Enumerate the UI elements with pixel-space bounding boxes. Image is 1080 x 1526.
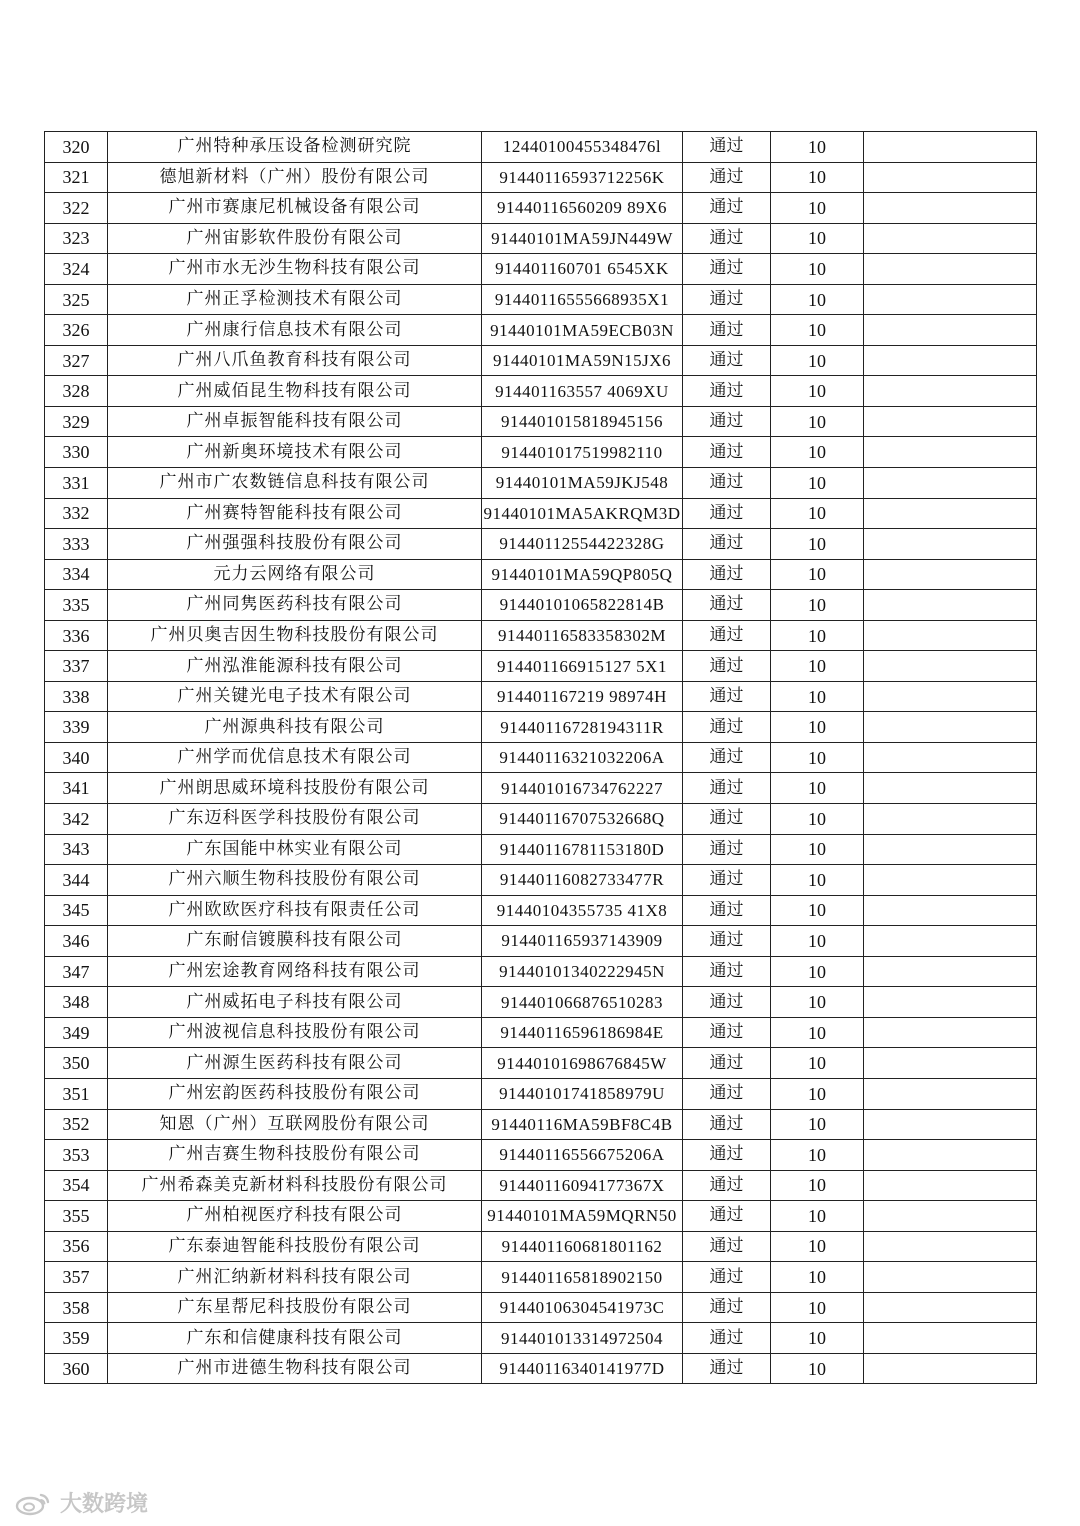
row-number-cell: 357	[45, 1262, 108, 1293]
row-number-cell: 342	[45, 804, 108, 835]
table-row	[45, 406, 1037, 437]
company-name-cell: 广东泰迪智能科技股份有限公司	[108, 1231, 482, 1262]
company-name-cell: 广州强强科技股份有限公司	[108, 529, 482, 560]
table-row	[45, 1323, 1037, 1354]
table-row	[45, 132, 1037, 163]
row-number-cell: 335	[45, 590, 108, 621]
remarks-cell	[864, 345, 1037, 376]
review-result-cell: 通过	[683, 1140, 771, 1171]
remarks-cell	[864, 498, 1037, 529]
company-name-cell: 广东迈科医学科技股份有限公司	[108, 804, 482, 835]
remarks-cell	[864, 132, 1037, 163]
remarks-cell	[864, 1201, 1037, 1232]
remarks-cell	[864, 620, 1037, 651]
company-name-cell: 广州宙影软件股份有限公司	[108, 223, 482, 254]
credit-code-cell: 91440101MA5AKRQM3D	[482, 498, 683, 529]
credit-code-cell: 914401017519982110	[482, 437, 683, 468]
remarks-cell	[864, 559, 1037, 590]
row-number-cell: 328	[45, 376, 108, 407]
credit-code-cell: 91440116094177367X	[482, 1170, 683, 1201]
row-number-cell: 352	[45, 1109, 108, 1140]
credit-code-cell: 91440116MA59BF8C4B	[482, 1109, 683, 1140]
review-result-cell: 通过	[683, 132, 771, 163]
review-result-cell: 通过	[683, 223, 771, 254]
company-name-cell: 广州宏途教育网络科技有限公司	[108, 956, 482, 987]
company-name-cell: 广东星帮尼科技股份有限公司	[108, 1292, 482, 1323]
score-cell: 10	[771, 254, 864, 285]
score-cell: 10	[771, 437, 864, 468]
score-cell: 10	[771, 742, 864, 773]
review-result-cell: 通过	[683, 1048, 771, 1079]
review-result-cell: 通过	[683, 1292, 771, 1323]
review-result-cell: 通过	[683, 284, 771, 315]
review-result-cell: 通过	[683, 1170, 771, 1201]
remarks-cell	[864, 223, 1037, 254]
row-number-cell: 349	[45, 1017, 108, 1048]
credit-code-cell: 91440116560209 89X6	[482, 193, 683, 224]
remarks-cell	[864, 193, 1037, 224]
score-cell: 10	[771, 1323, 864, 1354]
row-number-cell: 356	[45, 1231, 108, 1262]
company-name-cell: 德旭新材料（广州）股份有限公司	[108, 162, 482, 193]
score-cell: 10	[771, 284, 864, 315]
table-row	[45, 865, 1037, 896]
company-name-cell: 广州新奥环境技术有限公司	[108, 437, 482, 468]
review-result-cell: 通过	[683, 193, 771, 224]
credit-code-cell: 91440101065822814B	[482, 590, 683, 621]
credit-code-cell: 91440101MA59JN449W	[482, 223, 683, 254]
remarks-cell	[864, 437, 1037, 468]
table-row	[45, 742, 1037, 773]
table-row	[45, 1353, 1037, 1384]
score-cell: 10	[771, 468, 864, 499]
score-cell: 10	[771, 1017, 864, 1048]
credit-code-cell: 914401166915127 5X1	[482, 651, 683, 682]
company-name-cell: 广州市水无沙生物科技有限公司	[108, 254, 482, 285]
credit-code-cell: 91440101MA59MQRN50	[482, 1201, 683, 1232]
company-name-cell: 广州泓淮能源科技有限公司	[108, 651, 482, 682]
watermark-text: 大数跨境	[60, 1492, 149, 1517]
credit-code-cell: 91440116340141977D	[482, 1353, 683, 1384]
credit-code-cell: 914401165818902150	[482, 1262, 683, 1293]
score-cell: 10	[771, 926, 864, 957]
credit-code-cell: 914401163557 4069XU	[482, 376, 683, 407]
remarks-cell	[864, 773, 1037, 804]
company-name-cell: 广州朗思威环境科技股份有限公司	[108, 773, 482, 804]
row-number-cell: 355	[45, 1201, 108, 1232]
score-cell: 10	[771, 1353, 864, 1384]
remarks-cell	[864, 1353, 1037, 1384]
score-cell: 10	[771, 1078, 864, 1109]
credit-code-cell: 91440101340222945N	[482, 956, 683, 987]
remarks-cell	[864, 1292, 1037, 1323]
remarks-cell	[864, 315, 1037, 346]
table-row	[45, 987, 1037, 1018]
company-name-cell: 广州正孚检测技术有限公司	[108, 284, 482, 315]
remarks-cell	[864, 1017, 1037, 1048]
table-row	[45, 315, 1037, 346]
row-number-cell: 327	[45, 345, 108, 376]
table-row	[45, 1078, 1037, 1109]
row-number-cell: 326	[45, 315, 108, 346]
company-name-cell: 广州源典科技有限公司	[108, 712, 482, 743]
review-result-cell: 通过	[683, 162, 771, 193]
table-row	[45, 1231, 1037, 1262]
remarks-cell	[864, 1140, 1037, 1171]
score-cell: 10	[771, 773, 864, 804]
review-result-cell: 通过	[683, 559, 771, 590]
review-result-cell: 通过	[683, 315, 771, 346]
table-row	[45, 590, 1037, 621]
review-result-cell: 通过	[683, 712, 771, 743]
credit-code-cell: 91440116583358302M	[482, 620, 683, 651]
score-cell: 10	[771, 681, 864, 712]
review-result-cell: 通过	[683, 498, 771, 529]
row-number-cell: 348	[45, 987, 108, 1018]
remarks-cell	[864, 1262, 1037, 1293]
credit-code-cell: 91440116321032206A	[482, 742, 683, 773]
review-result-cell: 通过	[683, 620, 771, 651]
row-number-cell: 331	[45, 468, 108, 499]
company-name-cell: 广州同隽医药科技有限公司	[108, 590, 482, 621]
table-row	[45, 681, 1037, 712]
company-name-cell: 元力云网络有限公司	[108, 559, 482, 590]
row-number-cell: 350	[45, 1048, 108, 1079]
credit-code-cell: 914401066876510283	[482, 987, 683, 1018]
credit-code-cell: 914401013314972504	[482, 1323, 683, 1354]
score-cell: 10	[771, 315, 864, 346]
review-result-cell: 通过	[683, 468, 771, 499]
remarks-cell	[864, 681, 1037, 712]
credit-code-cell: 91440101741858979U	[482, 1078, 683, 1109]
row-number-cell: 325	[45, 284, 108, 315]
row-number-cell: 360	[45, 1353, 108, 1384]
review-result-cell: 通过	[683, 987, 771, 1018]
credit-code-cell: 91440106304541973C	[482, 1292, 683, 1323]
review-result-cell: 通过	[683, 956, 771, 987]
credit-code-cell: 91440112554422328G	[482, 529, 683, 560]
review-result-cell: 通过	[683, 1078, 771, 1109]
score-cell: 10	[771, 559, 864, 590]
score-cell: 10	[771, 1201, 864, 1232]
remarks-cell	[864, 529, 1037, 560]
table-row	[45, 193, 1037, 224]
company-name-cell: 广州市赛康尼机械设备有限公司	[108, 193, 482, 224]
table-row	[45, 1262, 1037, 1293]
score-cell: 10	[771, 1140, 864, 1171]
credit-code-cell: 91440116593712256K	[482, 162, 683, 193]
remarks-cell	[864, 742, 1037, 773]
table-row	[45, 529, 1037, 560]
review-result-cell: 通过	[683, 742, 771, 773]
table-row	[45, 345, 1037, 376]
review-result-cell: 通过	[683, 376, 771, 407]
score-cell: 10	[771, 498, 864, 529]
company-name-cell: 广州宏韵医药科技股份有限公司	[108, 1078, 482, 1109]
company-name-cell: 广州希森美克新材料科技股份有限公司	[108, 1170, 482, 1201]
row-number-cell: 353	[45, 1140, 108, 1171]
row-number-cell: 321	[45, 162, 108, 193]
score-cell: 10	[771, 406, 864, 437]
remarks-cell	[864, 712, 1037, 743]
credit-code-cell: 914401015818945156	[482, 406, 683, 437]
table-row	[45, 804, 1037, 835]
row-number-cell: 322	[45, 193, 108, 224]
company-name-cell: 广州市广农数链信息科技有限公司	[108, 468, 482, 499]
table-row	[45, 376, 1037, 407]
row-number-cell: 345	[45, 895, 108, 926]
row-number-cell: 332	[45, 498, 108, 529]
table-row	[45, 712, 1037, 743]
score-cell: 10	[771, 376, 864, 407]
remarks-cell	[864, 284, 1037, 315]
company-name-cell: 广州波视信息科技股份有限公司	[108, 1017, 482, 1048]
table-row	[45, 834, 1037, 865]
score-cell: 10	[771, 620, 864, 651]
remarks-cell	[864, 651, 1037, 682]
table-row	[45, 956, 1037, 987]
remarks-cell	[864, 406, 1037, 437]
remarks-cell	[864, 1078, 1037, 1109]
remarks-cell	[864, 1170, 1037, 1201]
review-result-cell: 通过	[683, 406, 771, 437]
watermark	[14, 1487, 148, 1518]
company-name-cell: 广州六顺生物科技股份有限公司	[108, 865, 482, 896]
credit-code-cell: 91440101MA59N15JX6	[482, 345, 683, 376]
row-number-cell: 347	[45, 956, 108, 987]
score-cell: 10	[771, 1109, 864, 1140]
row-number-cell: 330	[45, 437, 108, 468]
row-number-cell: 336	[45, 620, 108, 651]
row-number-cell: 359	[45, 1323, 108, 1354]
results-table	[44, 131, 1037, 1384]
score-cell: 10	[771, 712, 864, 743]
row-number-cell: 341	[45, 773, 108, 804]
remarks-cell	[864, 834, 1037, 865]
company-name-cell: 广州吉赛生物科技股份有限公司	[108, 1140, 482, 1171]
company-name-cell: 广东国能中林实业有限公司	[108, 834, 482, 865]
table-row	[45, 498, 1037, 529]
credit-code-cell: 91440101MA59QP805Q	[482, 559, 683, 590]
row-number-cell: 339	[45, 712, 108, 743]
credit-code-cell: 91440101MA59ECB03N	[482, 315, 683, 346]
row-number-cell: 320	[45, 132, 108, 163]
score-cell: 10	[771, 590, 864, 621]
score-cell: 10	[771, 529, 864, 560]
review-result-cell: 通过	[683, 1231, 771, 1262]
remarks-cell	[864, 468, 1037, 499]
credit-code-cell: 91440116781153180D	[482, 834, 683, 865]
score-cell: 10	[771, 1262, 864, 1293]
credit-code-cell: 91440116596186984E	[482, 1017, 683, 1048]
credit-code-cell: 914401016734762227	[482, 773, 683, 804]
company-name-cell: 广州市进德生物科技有限公司	[108, 1353, 482, 1384]
remarks-cell	[864, 1109, 1037, 1140]
credit-code-cell: 91440116082733477R	[482, 865, 683, 896]
remarks-cell	[864, 895, 1037, 926]
row-number-cell: 340	[45, 742, 108, 773]
results-table-body	[45, 132, 1037, 1384]
table-row	[45, 1048, 1037, 1079]
row-number-cell: 338	[45, 681, 108, 712]
score-cell: 10	[771, 1048, 864, 1079]
table-row	[45, 651, 1037, 682]
score-cell: 10	[771, 132, 864, 163]
table-row	[45, 223, 1037, 254]
score-cell: 10	[771, 865, 864, 896]
table-row	[45, 773, 1037, 804]
table-row	[45, 1201, 1037, 1232]
score-cell: 10	[771, 895, 864, 926]
table-row	[45, 559, 1037, 590]
row-number-cell: 333	[45, 529, 108, 560]
company-name-cell: 广州柏视医疗科技有限公司	[108, 1201, 482, 1232]
remarks-cell	[864, 956, 1037, 987]
remarks-cell	[864, 1048, 1037, 1079]
score-cell: 10	[771, 651, 864, 682]
weibo-like-logo-icon	[14, 1490, 54, 1516]
score-cell: 10	[771, 956, 864, 987]
company-name-cell: 广东和信健康科技有限公司	[108, 1323, 482, 1354]
review-result-cell: 通过	[683, 254, 771, 285]
credit-code-cell: 91440116707532668Q	[482, 804, 683, 835]
remarks-cell	[864, 1231, 1037, 1262]
company-name-cell: 广州贝奥吉因生物科技股份有限公司	[108, 620, 482, 651]
review-result-cell: 通过	[683, 1262, 771, 1293]
row-number-cell: 354	[45, 1170, 108, 1201]
row-number-cell: 324	[45, 254, 108, 285]
score-cell: 10	[771, 193, 864, 224]
review-result-cell: 通过	[683, 773, 771, 804]
company-name-cell: 广东耐信镀膜科技有限公司	[108, 926, 482, 957]
review-result-cell: 通过	[683, 437, 771, 468]
table-row	[45, 1017, 1037, 1048]
score-cell: 10	[771, 223, 864, 254]
review-result-cell: 通过	[683, 1323, 771, 1354]
company-name-cell: 广州威佰昆生物科技有限公司	[108, 376, 482, 407]
credit-code-cell: 914401167219 98974H	[482, 681, 683, 712]
remarks-cell	[864, 162, 1037, 193]
company-name-cell: 广州威拓电子科技有限公司	[108, 987, 482, 1018]
credit-code-cell: 91440116556675206A	[482, 1140, 683, 1171]
remarks-cell	[864, 865, 1037, 896]
results-table-container	[44, 131, 1036, 1384]
review-result-cell: 通过	[683, 1353, 771, 1384]
review-result-cell: 通过	[683, 651, 771, 682]
row-number-cell: 344	[45, 865, 108, 896]
score-cell: 10	[771, 345, 864, 376]
table-row	[45, 254, 1037, 285]
review-result-cell: 通过	[683, 681, 771, 712]
score-cell: 10	[771, 987, 864, 1018]
credit-code-cell: 12440100455348476l	[482, 132, 683, 163]
score-cell: 10	[771, 1292, 864, 1323]
row-number-cell: 358	[45, 1292, 108, 1323]
credit-code-cell: 914401160681801162	[482, 1231, 683, 1262]
remarks-cell	[864, 926, 1037, 957]
company-name-cell: 广州赛特智能科技有限公司	[108, 498, 482, 529]
remarks-cell	[864, 987, 1037, 1018]
company-name-cell: 知恩（广州）互联网股份有限公司	[108, 1109, 482, 1140]
row-number-cell: 337	[45, 651, 108, 682]
company-name-cell: 广州汇纳新材料科技有限公司	[108, 1262, 482, 1293]
row-number-cell: 343	[45, 834, 108, 865]
row-number-cell: 329	[45, 406, 108, 437]
table-row	[45, 284, 1037, 315]
remarks-cell	[864, 590, 1037, 621]
company-name-cell: 广州欧欧医疗科技有限责任公司	[108, 895, 482, 926]
review-result-cell: 通过	[683, 1201, 771, 1232]
remarks-cell	[864, 254, 1037, 285]
company-name-cell: 广州卓振智能科技有限公司	[108, 406, 482, 437]
table-row	[45, 468, 1037, 499]
credit-code-cell: 91440116555668935X1	[482, 284, 683, 315]
review-result-cell: 通过	[683, 529, 771, 560]
review-result-cell: 通过	[683, 804, 771, 835]
credit-code-cell: 91440101698676845W	[482, 1048, 683, 1079]
company-name-cell: 广州八爪鱼教育科技有限公司	[108, 345, 482, 376]
row-number-cell: 346	[45, 926, 108, 957]
table-row	[45, 1292, 1037, 1323]
remarks-cell	[864, 804, 1037, 835]
company-name-cell: 广州康行信息技术有限公司	[108, 315, 482, 346]
table-row	[45, 1109, 1037, 1140]
review-result-cell: 通过	[683, 865, 771, 896]
remarks-cell	[864, 376, 1037, 407]
remarks-cell	[864, 1323, 1037, 1354]
score-cell: 10	[771, 1170, 864, 1201]
review-result-cell: 通过	[683, 895, 771, 926]
score-cell: 10	[771, 804, 864, 835]
table-row	[45, 620, 1037, 651]
table-row	[45, 1140, 1037, 1171]
table-row	[45, 1170, 1037, 1201]
credit-code-cell: 91440101MA59JKJ548	[482, 468, 683, 499]
table-row	[45, 926, 1037, 957]
company-name-cell: 广州特种承压设备检测研究院	[108, 132, 482, 163]
review-result-cell: 通过	[683, 1109, 771, 1140]
score-cell: 10	[771, 162, 864, 193]
review-result-cell: 通过	[683, 834, 771, 865]
table-row	[45, 895, 1037, 926]
credit-code-cell: 91440116728194311R	[482, 712, 683, 743]
review-result-cell: 通过	[683, 590, 771, 621]
credit-code-cell: 91440104355735 41X8	[482, 895, 683, 926]
score-cell: 10	[771, 1231, 864, 1262]
table-row	[45, 162, 1037, 193]
row-number-cell: 334	[45, 559, 108, 590]
credit-code-cell: 914401165937143909	[482, 926, 683, 957]
score-cell: 10	[771, 834, 864, 865]
review-result-cell: 通过	[683, 345, 771, 376]
company-name-cell: 广州源生医药科技有限公司	[108, 1048, 482, 1079]
table-row	[45, 437, 1037, 468]
review-result-cell: 通过	[683, 1017, 771, 1048]
credit-code-cell: 914401160701 6545XK	[482, 254, 683, 285]
company-name-cell: 广州关键光电子技术有限公司	[108, 681, 482, 712]
row-number-cell: 323	[45, 223, 108, 254]
review-result-cell: 通过	[683, 926, 771, 957]
row-number-cell: 351	[45, 1078, 108, 1109]
company-name-cell: 广州学而优信息技术有限公司	[108, 742, 482, 773]
